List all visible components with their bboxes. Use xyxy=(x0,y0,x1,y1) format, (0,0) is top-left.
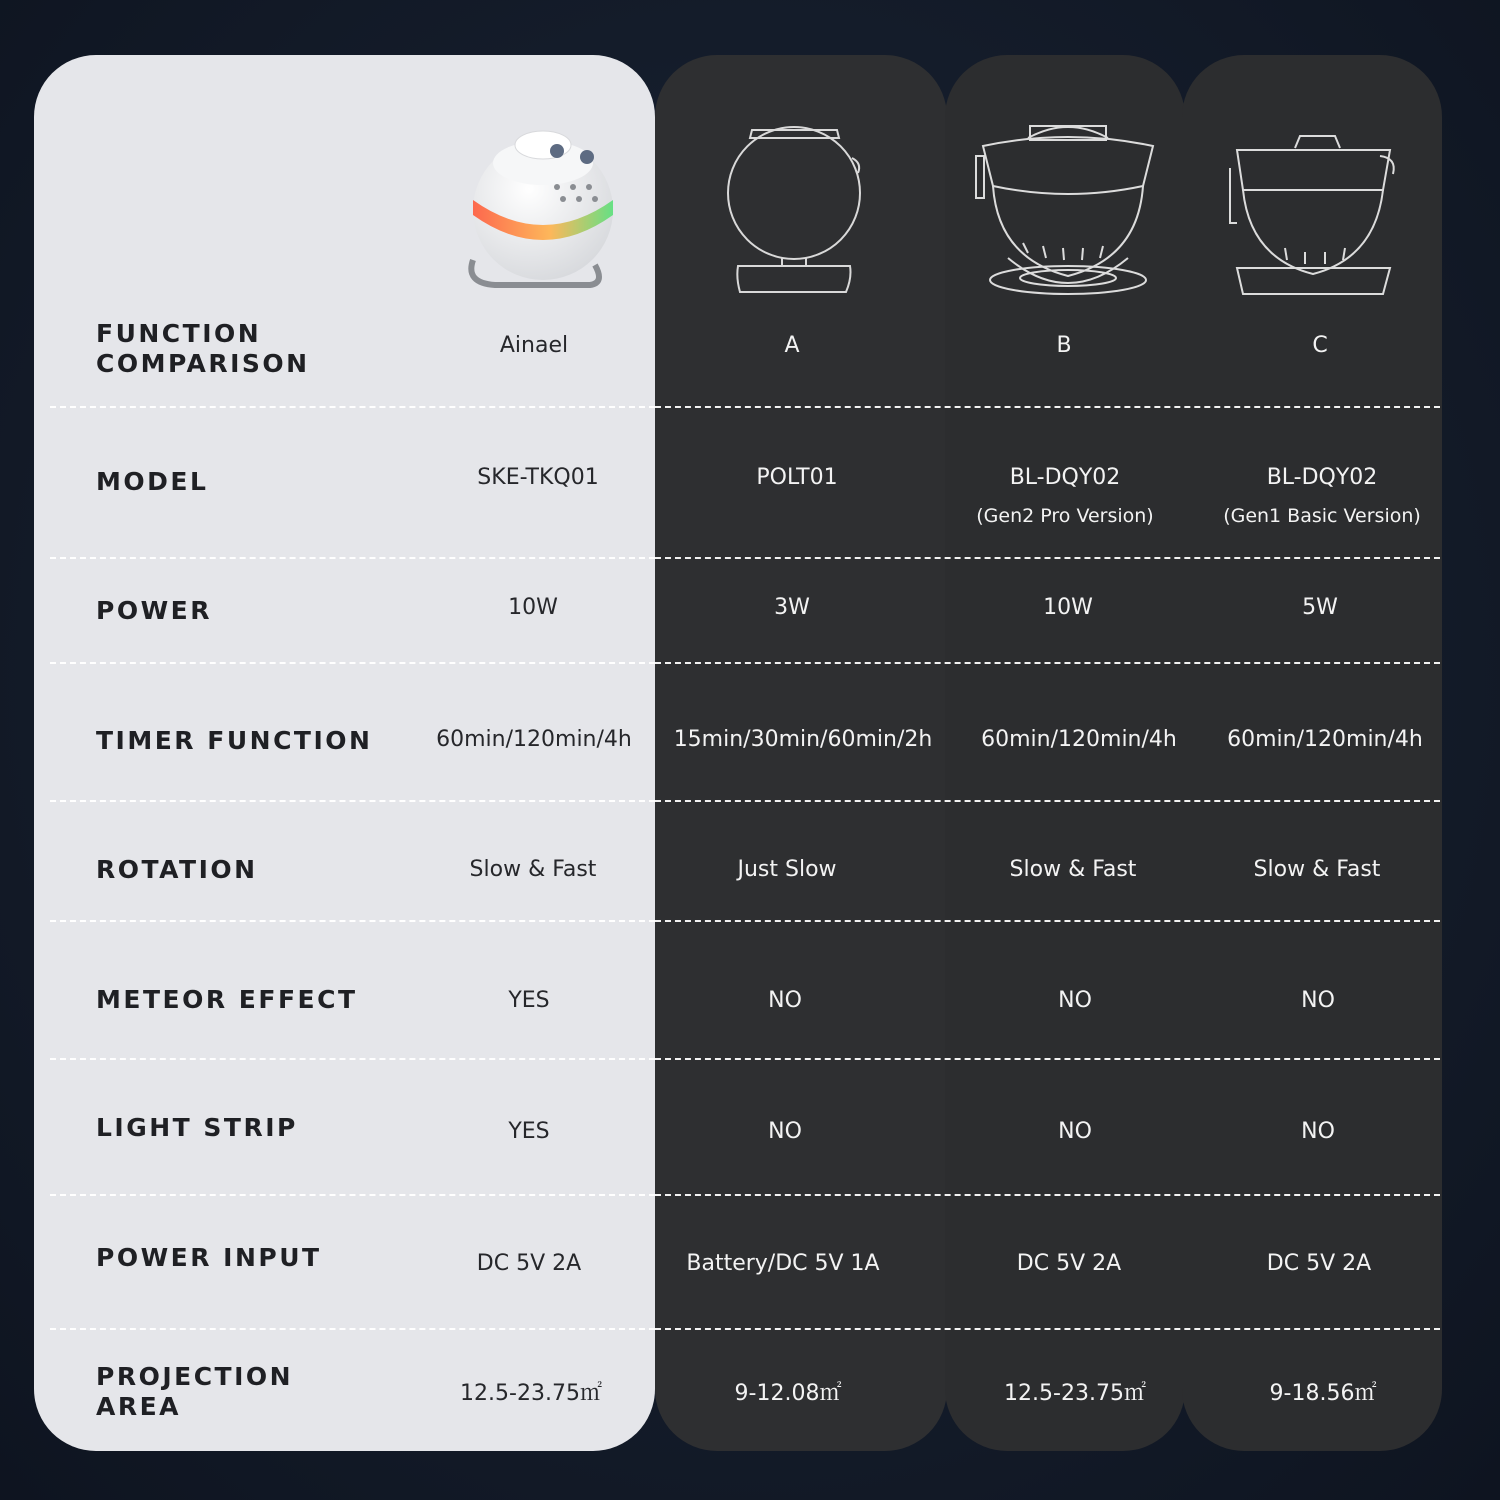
row-label-timer-function: TIMER FUNCTION xyxy=(96,726,373,755)
cell-meteor-a: NO xyxy=(768,988,802,1013)
cell-rotation-c: Slow & Fast xyxy=(1253,857,1381,882)
cell-powerinput-b: DC 5V 2A xyxy=(1016,1251,1122,1276)
cell-timer-c: 60min/120min/4h xyxy=(1227,727,1423,752)
ainael-projector-image xyxy=(455,115,630,300)
cell-lightstrip-ainael: YES xyxy=(508,1119,550,1144)
cell-power-c: 5W xyxy=(1302,595,1338,620)
row-label-power: POWER xyxy=(96,596,212,625)
cell-projection-c: 9-18.56㎡ xyxy=(1269,1381,1377,1406)
cell-model-b: BL-DQY02 xyxy=(1009,465,1121,490)
cell-rotation-b: Slow & Fast xyxy=(1009,857,1137,882)
row-label-meteor-effect: METEOR EFFECT xyxy=(96,985,358,1014)
cell-model-c-version: (Gen1 Basic Version) xyxy=(1223,505,1421,527)
cell-model-a: POLT01 xyxy=(756,465,838,490)
cell-lightstrip-c: NO xyxy=(1301,1119,1335,1144)
cell-rotation-a: Just Slow xyxy=(737,857,837,882)
cell-meteor-c: NO xyxy=(1301,988,1335,1013)
cell-projection-ainael: 12.5-23.75㎡ xyxy=(460,1381,602,1406)
column-header-c: C xyxy=(1312,333,1328,358)
row-label-light-strip: LIGHT STRIP xyxy=(96,1113,298,1142)
projector-b-outline xyxy=(968,118,1168,300)
cell-rotation-ainael: Slow & Fast xyxy=(469,857,597,882)
cell-model-b-version: (Gen2 Pro Version) xyxy=(976,505,1154,527)
cell-power-ainael: 10W xyxy=(508,595,558,620)
cell-power-a: 3W xyxy=(774,595,810,620)
cell-lightstrip-b: NO xyxy=(1058,1119,1092,1144)
cell-lightstrip-a: NO xyxy=(768,1119,802,1144)
row-label-power-input: POWER INPUT xyxy=(96,1243,322,1272)
projector-a-outline xyxy=(722,118,867,300)
cell-powerinput-c: DC 5V 2A xyxy=(1266,1251,1372,1276)
row-label-model: MODEL xyxy=(96,467,209,496)
column-header-ainael: Ainael xyxy=(499,333,569,358)
header-label: FUNCTION COMPARISON xyxy=(96,319,310,378)
column-header-a: A xyxy=(784,333,800,358)
cell-powerinput-a: Battery/DC 5V 1A xyxy=(686,1251,880,1276)
projector-c-outline xyxy=(1225,128,1400,300)
cell-model-ainael: SKE-TKQ01 xyxy=(477,465,599,490)
cell-power-b: 10W xyxy=(1043,595,1093,620)
cell-projection-b: 12.5-23.75㎡ xyxy=(1004,1381,1146,1406)
row-label-rotation: ROTATION xyxy=(96,855,258,884)
row-label-projection-area: PROJECTION AREA xyxy=(96,1362,294,1421)
cell-model-c: BL-DQY02 xyxy=(1266,465,1378,490)
cell-timer-ainael: 60min/120min/4h xyxy=(436,727,632,752)
cell-timer-a: 15min/30min/60min/2h xyxy=(673,727,933,752)
cell-meteor-ainael: YES xyxy=(508,988,550,1013)
cell-timer-b: 60min/120min/4h xyxy=(981,727,1177,752)
cell-projection-a: 9-12.08㎡ xyxy=(734,1381,842,1406)
cell-meteor-b: NO xyxy=(1058,988,1092,1013)
cell-powerinput-ainael: DC 5V 2A xyxy=(476,1251,582,1276)
column-header-b: B xyxy=(1056,333,1072,358)
